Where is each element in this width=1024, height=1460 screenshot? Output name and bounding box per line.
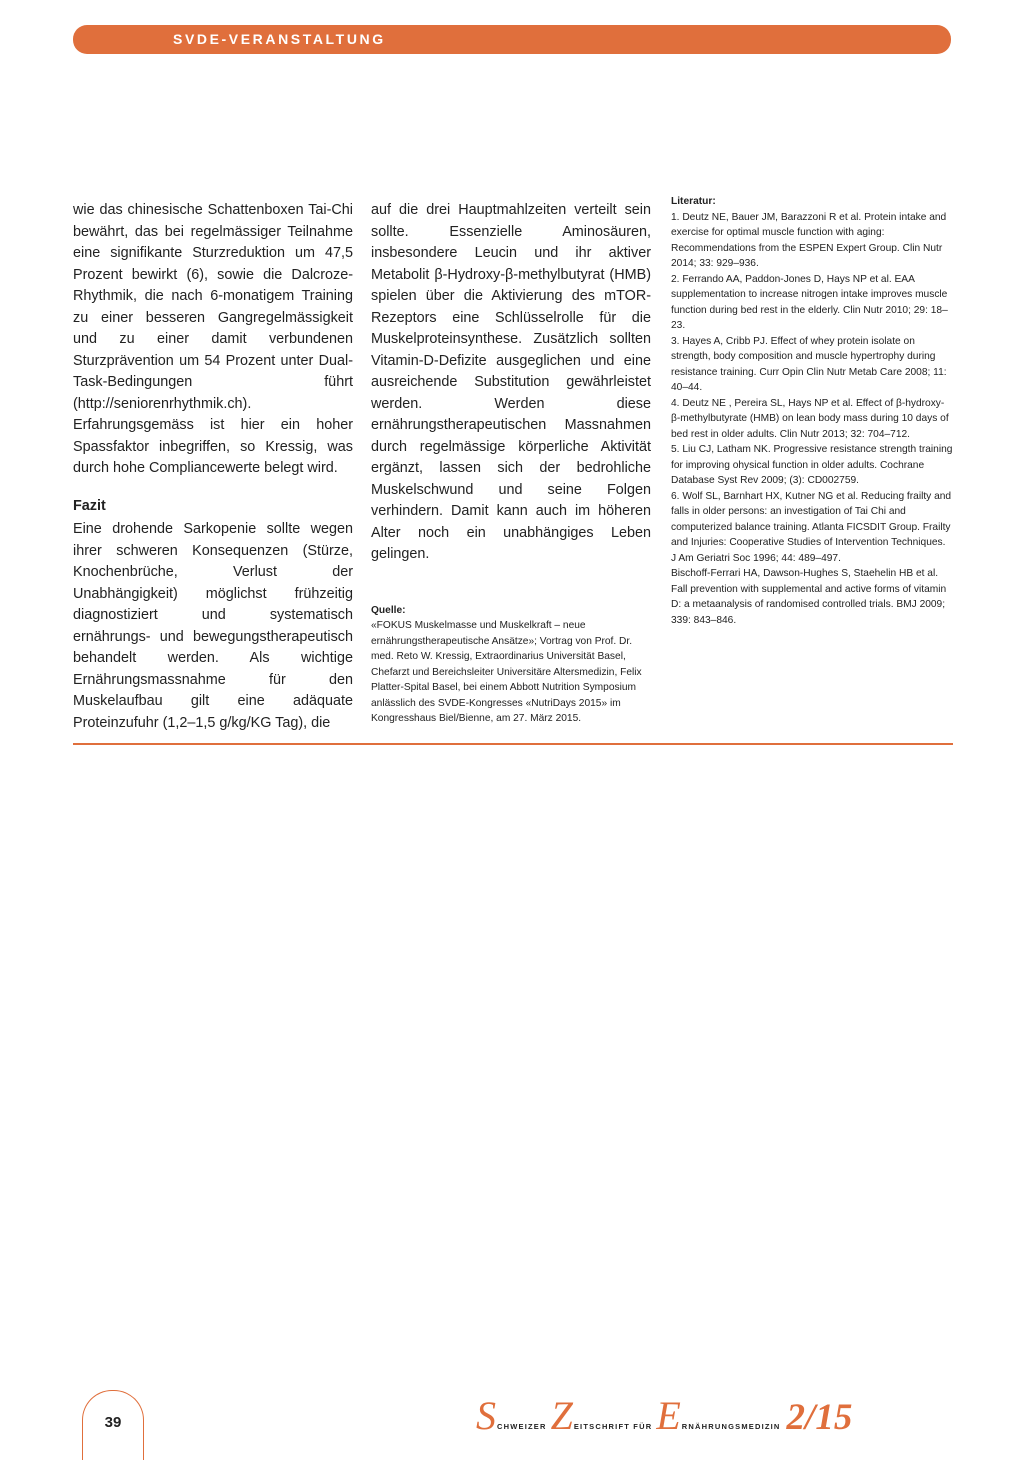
page-number-tab (82, 1390, 144, 1460)
reference-item: 6. Wolf SL, Barnhart HX, Kutner NG et al. Reducing frailty and falls in older persons: an investigation of Tai Chi and computerized balance training. Atlanta FICSDIT Group. Frailty and Injuries: Cooperative Studies of Intervention Techniques. J Am Geriatri Soc 1996; 44: 489–497. (671, 490, 952, 564)
section-title: SVDE-VERANSTALTUNG (173, 31, 386, 47)
reference-item: 2. Ferrando AA, Paddon-Jones D, Hays NP et al. EAA supplementation to increase nitrogen intake improves muscle function during bed rest in the elderly. Clin Nutr 2010; 29: 18–23. (671, 273, 948, 331)
journal-word: EITSCHRIFT FÜR (573, 1422, 653, 1431)
references-column (671, 194, 953, 628)
body-paragraph: wie das chinesische Schattenboxen Tai-Chi bewährt, das bei regelmässiger Teilnahme eine signifikante Sturzreduktion um 47,5 Prozent bewirkt (6), sowie die Dalcroze-Rhythmik, die nach 6-monatigem Training zu einer besseren Gangregelmässigkeit und zu einer damit verbundenen Sturzprävention um 54 Prozent unter Dual-Task-Bedingungen führt (http://seniorenrhythmik.ch). Erfahrungsgemäss ist hier ein hoher Spassfaktor inbegriffen, so Kressig, was durch hohe Compliancewerte belegt wird. (73, 202, 353, 476)
source-note (371, 603, 651, 727)
journal-masthead (476, 1393, 853, 1438)
reference-item: Bischoff-Ferrari HA, Dawson-Hughes S, Staehelin HB et al. Fall prevention with supplemental and active forms of vitamin D: a metaanalysis of randomised controlled trials. BMJ 2009; 339: 843–846. (671, 568, 947, 626)
issue-number: 2/15 (786, 1397, 853, 1438)
body-paragraph: Eine drohende Sarkopenie sollte wegen ihrer schweren Konsequenzen (Stürze, Knochenbrüche, Verlust der Unabhängigkeit) möglichst frühzeitig diagnostiziert und systematisch ernährungs- und bewegungstherapeutisch behandelt werden. Als wichtige Ernährungsmassnahme für den Muskelaufbau gilt eine adäquate Proteinzufuhr (1,2–1,5 g/kg/KG Tag), die (73, 521, 353, 731)
journal-initial-s: S (476, 1393, 496, 1438)
section-divider (73, 743, 953, 745)
text-column-1 (73, 200, 353, 734)
references-label: Literatur: (671, 196, 716, 207)
section-banner (73, 25, 951, 54)
source-label: Quelle: (371, 604, 406, 616)
reference-item: 3. Hayes A, Cribb PJ. Effect of whey protein isolate on strength, body composition and muscle hypertrophy during resistance training. Curr Opin Clin Nutr Metab Care 2008; 11: 40–44. (671, 335, 947, 393)
journal-initial-e: E (656, 1393, 681, 1438)
section-heading: Fazit (73, 497, 106, 514)
reference-item: 5. Liu CJ, Latham NK. Progressive resistance strength training for improving ohysical function in older adults. Cochrane Database Syst Rev 2009; (3): CD002759. (671, 444, 953, 486)
journal-word: CHWEIZER (497, 1422, 547, 1431)
text-column-2 (371, 200, 651, 727)
source-text: «FOKUS Muskelmasse und Muskelkraft – neue ernährungstherapeutische Ansätze»; Vortrag von Prof. Dr. med. Reto W. Kressig, Extraordinarius Universität Basel, Chefarzt und Bereichsleiter Universitäre Altersmedizin, Felix Platter-Spital Basel, bei einem Abbott Nutrition Symposium anlässlich des SVDE-Kongresses «NutriDays 2015» im Kongresshaus Biel/Bienne, am 27. März 2015. (371, 620, 642, 724)
body-paragraph: auf die drei Hauptmahlzeiten verteilt sein sollte. Essenzielle Aminosäuren, insbesondere Leucin und ihr aktiver Metabolit β-Hydroxy-β-methylbutyrat (HMB) spielen über die Aktivierung des mTOR-Rezeptors eine Schlüsselrolle für die Muskelproteinsynthese. Zusätzlich sollten Vitamin-D-Defizite ausgeglichen und eine ausreichende Substitution gewährleistet werden. Werden diese ernährungstherapeutischen Massnahmen durch regelmässige körperliche Aktivität ergänzt, lassen sich der bedrohliche Muskelschwund und seine Folgen verhindern. Damit kann auch im höheren Alter noch ein unabhängiges Leben gelingen. (371, 202, 651, 562)
reference-item: 4. Deutz NE , Pereira SL, Hays NP et al. Effect of β-hydroxy-β-methylbutyrate (HMB) on lean body mass during 10 days of bed rest in older adults. Clin Nutr 2013; 32: 704–712. (671, 397, 949, 440)
journal-word: RNÄHRUNGSMEDIZIN (681, 1422, 781, 1431)
page-number: 39 (104, 1414, 122, 1431)
journal-initial-z: Z (550, 1393, 573, 1438)
reference-item: 1. Deutz NE, Bauer JM, Barazzoni R et al. Protein intake and exercise for optimal muscle function with aging: Recommendations from the ESPEN Expert Group. Clin Nutr 2014; 33: 929–936. (671, 211, 947, 269)
